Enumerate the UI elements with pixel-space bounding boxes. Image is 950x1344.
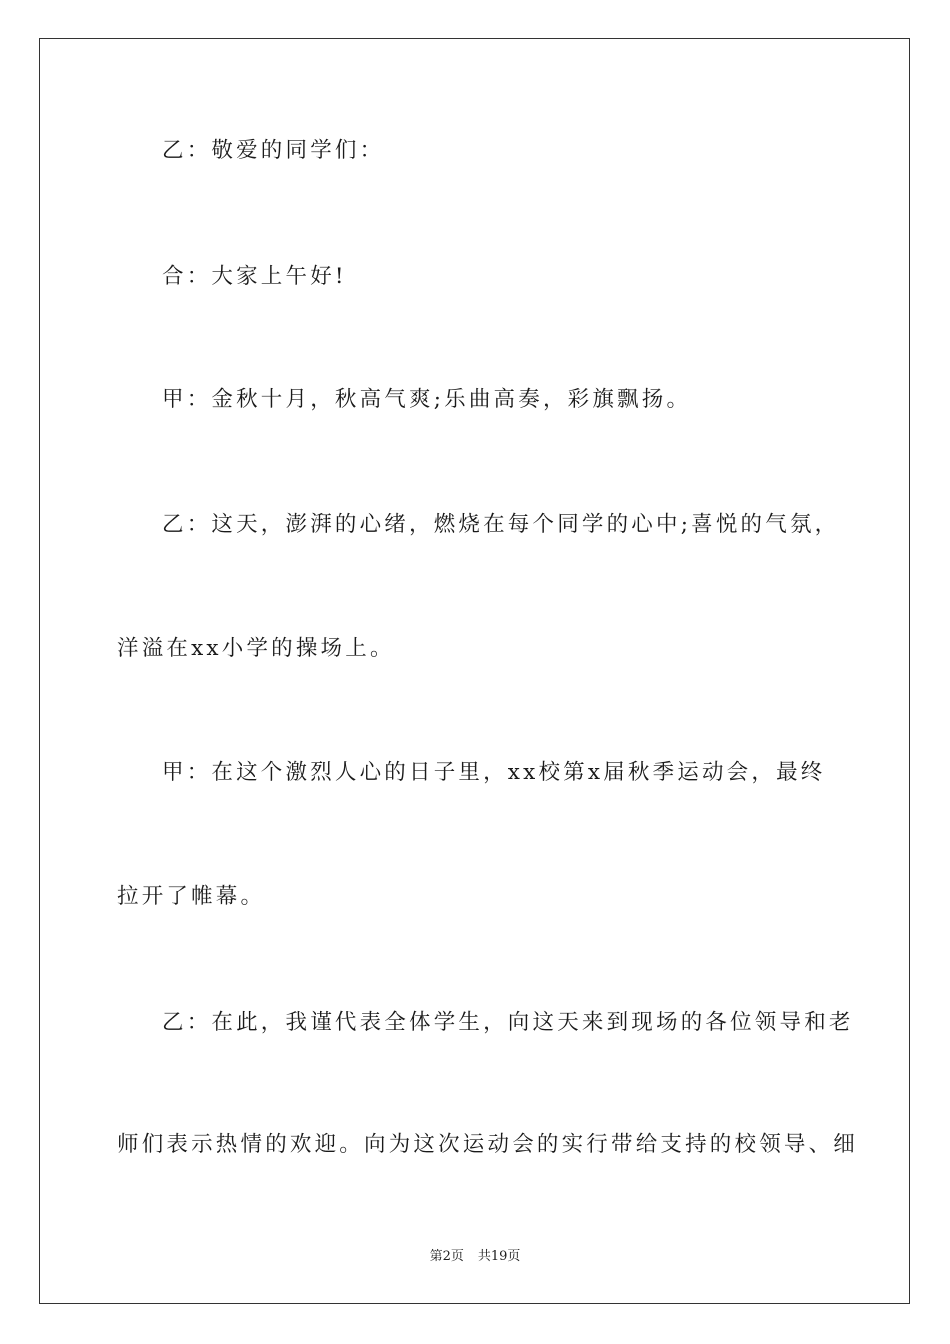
page-number-current: 第2页 xyxy=(429,1249,464,1264)
paragraph-line-8: 乙：在此，我谨代表全体学生，向这天来到现场的各位领导和老 xyxy=(162,1010,854,1035)
page-number-total: 共19页 xyxy=(477,1249,521,1264)
paragraph-line-7: 拉开了帷幕。 xyxy=(117,884,266,909)
page-footer xyxy=(0,1248,950,1266)
paragraph-line-2: 合：大家上午好! xyxy=(162,264,347,289)
paragraph-line-3: 甲：金秋十月，秋高气爽;乐曲高奏，彩旗飘扬。 xyxy=(162,387,692,412)
paragraph-line-6: 甲：在这个激烈人心的日子里，xx校第x届秋季运动会，最终 xyxy=(162,760,826,785)
paragraph-line-1: 乙：敬爱的同学们： xyxy=(162,138,385,163)
paragraph-line-9: 师们表示热情的欢迎。向为这次运动会的实行带给支持的校领导、细 xyxy=(117,1132,859,1157)
paragraph-line-4: 乙：这天，澎湃的心绪，燃烧在每个同学的心中;喜悦的气氛， xyxy=(162,512,840,537)
page-frame xyxy=(39,38,910,1304)
paragraph-line-5: 洋溢在xx小学的操场上。 xyxy=(117,636,395,661)
